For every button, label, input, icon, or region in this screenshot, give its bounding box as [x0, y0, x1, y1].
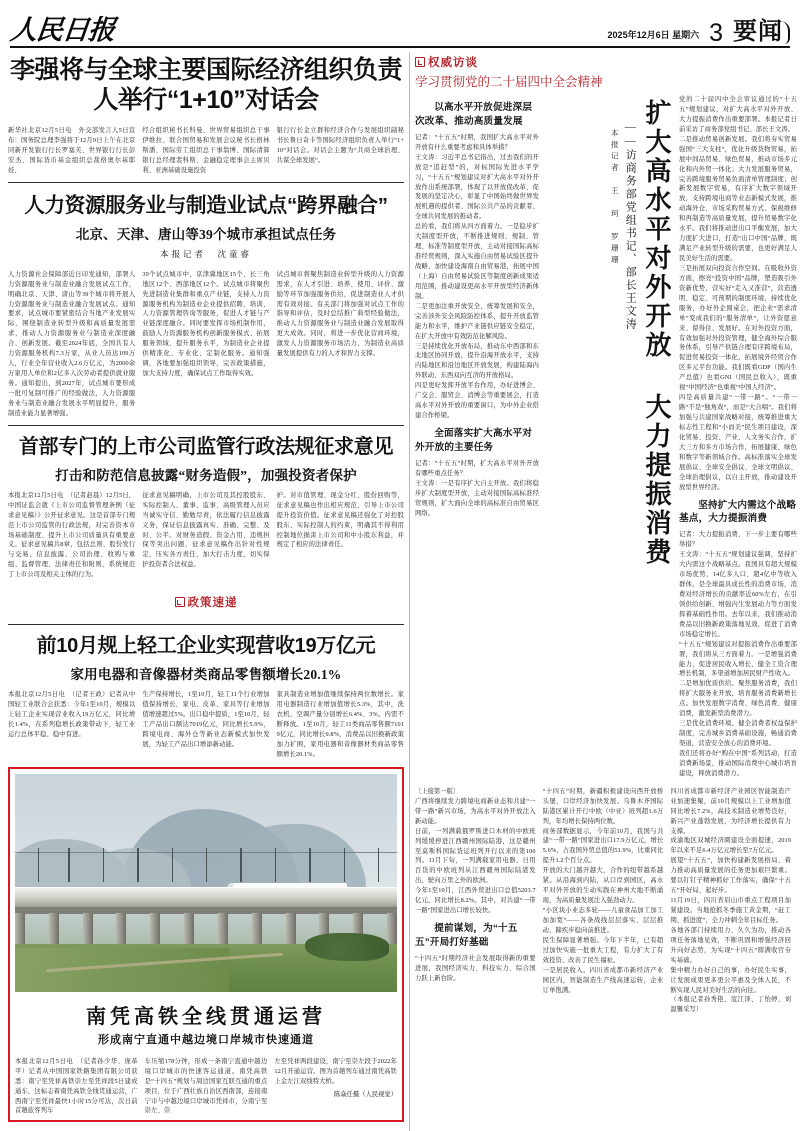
interview-vertical-subtitle: ——访商务部党组书记、部长王文涛	[624, 121, 637, 331]
interview-intro: 党的二十届四中全会审议通过的“十五五”规划建议，对扩大高水平对外开放、大力提振消费作出重要部署。本报记者日前采访了商务部党组书记、部长王文涛。	[679, 96, 797, 133]
section4-p3: 民生保障显著增强。今年下半年，已有超过加快实施一批重大工程，有力扩大了有效投资、改善了民生福祉。	[542, 936, 664, 964]
subtitle-article2: 北京、天津、唐山等39个城市承担试点任务	[75, 226, 337, 242]
continuation-marker: 〔上接第一版〕	[415, 787, 460, 795]
interview-theme: 学习贯彻党的二十届四中全会精神	[415, 75, 603, 89]
interview-section3-p5: 我们还将办好“购在中国”系列活动，打造消费新场景，推动国际消费中心城市培育建设，释放消费潜力。	[679, 749, 797, 777]
column-divider	[409, 52, 410, 1131]
article3-columns	[8, 486, 404, 580]
section4-p7: 展望“十五五”，加快构建新发展格局、着力推动高质量发展的任务更加艰巨繁重。要以钉钉子精神抓好工作落实，确保“十五五”开好局、起好步。	[670, 857, 792, 895]
bookmark-icon	[175, 597, 185, 607]
section4-p1: “十四五”时期经济社会发展取得新的重要进展，我国经济实力、科技实力、综合国力跃上新台阶。	[415, 954, 536, 982]
interview-badge	[415, 54, 478, 70]
article2-col1: 人力资源社会保障部近日印发通知，部署人力资源服务业与制造业融合发展试点工作，明确北京、天津、唐山等39个城市将开展人力资源服务业与制造业融合发展试点。通知要求，试点城市要紧密结合当地产业发展实际，围绕制造业转型升级和高质量发展需求，推动人力资源服务业与制造业深度融合、创新发展。截至2024年底，全国共有人力资源服务机构7.3万家，从业人员达109万人，行业全年营业收入2.6万亿元，为2000余万家用人单位和2亿多人次劳动者提供就业服务。通知提出，到2027年，试点城市要形成一批可复制可推广的经验做法，人力资源服务业与制造业融合发展水平明显提升，服务制造业能力显著增强。	[8, 270, 136, 417]
interview-section1-head: 以高水平开放促进深层次改革、推动高质量发展	[415, 102, 533, 127]
subtitle-article4: 家用电器和音像器材类商品零售额增长20.1%	[70, 667, 342, 683]
article1-col3: 银行行长金立群和经济合作与发展组织副秘书长鲁日奇卡等国际经济组织负责人举行“1+10”对话会。对话会主题为“共商全球治理、共谋全球发展”。	[276, 127, 404, 164]
article2-col3: 试点城市将聚焦制造业转型升级的人力资源需求，在人才引进、培养、使用、评价、激励等环节加强服务供给，促进制造业人才供需有效对接。有关部门将加强对试点工作的指导和评估，及时总结推广典型经验做法，推动人力资源服务业与制造业融合发展取得更大成效。同时，将进一步优化营商环境，激发人力资源服务市场活力，为制造业高质量发展提供有力的人才和智力支撑。	[276, 270, 404, 358]
interview-section2-p3: 三是拓展双向投资合作空间。在吸收外资方面，擦亮“投资中国”品牌，塑造吸引外资新优势，营实好“走入又准营”，营造透明、稳定、可预期的制度环境，持续优化服务，办好外企圆桌会，把企业“需求清单”变成我们的“服务清单”，让外资愿意来、留得住、发展好。在对外投资方面，有效加强对外投资管理，健全海外综合服务体系，引导产供链合理有序跨境布局，促进贸易投资一体化，拓展境外经贸合作区多元平台功能。我们既看GDP（国内生产总值）也看GNI（国民总收入），既重视“中国经济”也重视“中国人经济”。	[679, 264, 797, 392]
photo-bridge-deck	[15, 887, 397, 907]
section4-p4: 一是居民收入。四川省成都市新经济产业园区内，智能制造生产线高速运转，企业订单饱满。	[542, 966, 664, 994]
interview-section2-head: 全面落实扩大高水平对外开放的主要任务	[415, 428, 533, 453]
photo-col1: 本报北京12月5日电 （记者孙少华、庞革平）记者从中国国家铁路集团有限公司获悉：南宁至凭祥高铁崇左至凭祥段5日建成通车，这标志着南凭高铁全线贯通运营，广西南宁至凭祥最快1小时15分可达，次日前首趟旅客列车	[15, 1057, 138, 1115]
interview-vertical-title: 扩大高水平对外开放 大力提振消费	[642, 99, 672, 567]
continuation-p5: 商务部数据显示，今年前10月，我国与共建“一带一路”国家进出口17.9万亿元，增长5.6%，占我国外贸总值的51.9%，比重同比提升1.2个百分点。	[542, 827, 664, 865]
section4-p9: 各地各部门持续用力、久久为功，推动各项任务落地见效，不断巩固和增强经济回升向好态势，为实现“十四五”圆满收官夯实基础。	[670, 926, 792, 964]
photo-pole	[38, 848, 39, 882]
article4-columns	[8, 685, 404, 760]
interview-vertical-byline: 本报记者 王 珂 罗珊珊	[610, 129, 620, 267]
photo-pier	[116, 913, 126, 944]
interview-section3-p3: 二是增加优质供给。聚焦服务消费，我们将扩大服务业开放，培育服务消费新增长点。加快发展数字消费、绿色消费、健康消费，激发新型消费潜力。	[679, 680, 797, 718]
photo-pier	[15, 913, 25, 944]
interview-section1-p3: 二是更加注重开放安全，统筹发展和安全，完善涉外安全风险防控体系，提升开放监管能力和水平，维护产业链供应链安全稳定，在扩大开放中有效防范化解风险。	[415, 302, 539, 340]
interview-section3-p2: “十五五”规划建议对提振消费作出重要部署，我们将从三方面着力。一是增强消费能力，促进居民收入增长，健全工资合理增长机制，多渠道增加居民财产性收入。	[679, 640, 797, 678]
article3-col3: 护。对市值管理、现金分红、股份回购等，征求意见稿也作出相应规范，引导上市公司提升投资价值。征求意见稿还强化了对控股股东、实际控制人的约束，明确其不得利用控制地位损害上市公司和中小股东利益，并规定了相应的法律责任。	[276, 491, 404, 549]
article-light-industry-revenue	[8, 625, 404, 760]
page-number: 3	[709, 18, 723, 47]
photo-pier	[150, 913, 160, 944]
photo-high-speed-rail	[15, 774, 397, 992]
article4-col1: 本报北京12月5日电 （记者王政）记者从中国轻工业联合会获悉：今年1至10月，规模以上轻工企业实现营业收入19万亿元，同比增长1.4%，在系列稳增长政策带动下，轻工业运行总体平稳、稳中有进。	[8, 691, 136, 738]
interview-section1-p4: 三是持续优化开放布局，推动东中西部和东北地区协同开放，提升沿海开放水平，支持内陆地区和沿边地区开放发展，构建陆海内外联动、东西双向互济的开放格局。	[415, 342, 539, 380]
interview-section2-p2: 二是推动贸易创新发展。我们将夯实贸易强国“三大支柱”，优化升级货物贸易，拓展中间品贸易、绿色贸易，推动市场多元化和内外贸一体化；大力发展服务贸易，完善跨境服务贸易负面清单管理制度；创新发展数字贸易，有序扩大数字领域开放，支持跨境电商等业态新模式发展，推动海外仓、市场采购贸易方式、保税维修和再制造等高质量发展，提升贸易数字化水平。我们将推动进出口平衡发展，加大力度扩大进口，打造“出口中国”品牌，既满足产业转型升级的需要，也更好满足人民美好生活的需要。	[679, 135, 797, 262]
vertical-headline-block	[546, 95, 672, 567]
article2-columns	[8, 265, 404, 419]
article4-col3: 家具制造业增加值继续保持两位数增长。家用电器制造行业增加值增长5.3%，其中，洗衣机、空调产量分别增长6.4%、3%。内需不断释放。1至10月，轻工11类商品零售额71019亿元，同比增长9.8%，消费品以旧换新政策加力扩围，家用电器和音像器材类商品零售额增长20.1%。	[276, 691, 404, 758]
section4-p8: 11月19日，四川省眉山市重点工程项目加紧建设。当地抢抓冬季施工黄金期，“赶工期、抓进度”，全力冲刺全年目标任务。	[670, 897, 792, 924]
continuation-p6: 开放的大门越开越大，合作的纽带越系越紧。从沿海到内陆，从口岸到园区，高水平对外开放的生动实践在神州大地不断涌现，为高质量发展注入强劲动力。	[542, 867, 664, 905]
photo-pier	[184, 913, 194, 944]
photo-subheadline: 形成南宁直通中越边境口岸城市快速通道	[98, 1033, 314, 1046]
photo-pole	[240, 848, 241, 882]
article-listed-company-regulation	[8, 426, 404, 618]
continuation-p1: 广西将继续发力跨境电商新业态和共建“一带一路”新兴市场，为高水平对外开放注入新动能。	[415, 797, 536, 825]
article-li-qiang-dialogue	[8, 48, 404, 176]
newspaper-logo: 人民日报	[8, 15, 116, 45]
headline-article3: 首部专门的上市公司监管行政法规征求意见	[18, 435, 394, 458]
headline-article2: 人力资源服务业与制造业试点“跨界融合”	[24, 193, 388, 217]
section4-head: 提前谋划，为“十五五”开局打好基础	[415, 923, 518, 948]
photo-pier	[252, 913, 262, 944]
interview-section3-p4: 三是优化消费环境。健全消费者权益保护制度，完善城乡消费基础设施，畅通消费渠道，营造安全放心的消费环境。	[679, 720, 797, 747]
interview-badge-label: 权威访谈	[428, 57, 478, 69]
photo-bush	[305, 933, 389, 961]
left-column	[8, 48, 404, 1131]
subtitle-article3: 打击和防范信息披露“财务造假”，加强投资者保护	[55, 467, 357, 483]
photo-pole	[206, 848, 207, 882]
continuation-p2: 日前，一列满载俄罗斯进口木材的中欧班列缓缓停进江西赣州国际陆港，这是赣州至莫斯科国际货运班列开行以来的第100列。11月下旬，一列满载家用电器、日用百货的中欧班列从江西赣州国际陆港发出，驶向万里之外的欧洲。	[415, 827, 536, 885]
policy-badge	[175, 594, 238, 610]
interview-section3-p1: 王文涛：“十五五”规划建议强调，坚持扩大内需这个战略基点。我国具有超大规模市场优势，14亿多人口、超4亿中等收入群体，是全球最具成长性的消费市场，消费对经济增长的贡献率近60%左右，在引领供给创新、增强内生发展动力等方面发挥着基础性作用。去年以来，我们推动消费品以旧换新政策落地见效，促进了消费市场稳定增长。	[679, 551, 797, 638]
section4-p10: 集中精力办好自己的事，办好民生实事，让发展成果更多更公平惠及全体人民，不断实现人民对美好生活的向往。	[670, 966, 792, 994]
article2-col2: 39个试点城市中，京津冀地区15个、长三角地区12个、西部地区12个。试点城市将聚焦先进制造业集群和重点产业链，支持人力资源服务机构为制造业企业提供招聘、培训、人力资源管理咨询等服务，促进人才链与产业链深度融合。同时要发挥市场机制作用，鼓励人力资源服务机构创新服务模式、拓展服务领域、提升服务水平，为制造业企业提供精准化、专业化、定制化服务。通知强调，各地要加强组织领导，完善政策措施，加大支持力度，确保试点工作取得实效。	[142, 270, 270, 378]
photo-pole	[378, 848, 379, 882]
policy-badge-wrap	[8, 580, 404, 618]
photo-pier	[83, 913, 93, 944]
continuation-block	[415, 779, 791, 1016]
article-hr-manufacturing	[8, 183, 404, 419]
page-body	[0, 48, 800, 1131]
issue-date: 2025年12月6日 星期六	[607, 30, 700, 40]
interview-section3-head: 坚持扩大内需这个战略基点，大力提振消费	[679, 499, 797, 525]
right-column	[415, 48, 797, 1131]
photo-pier	[286, 913, 296, 944]
masthead	[0, 0, 800, 46]
photo-pier	[49, 913, 59, 944]
interview-section1-q: 记者：“十五五”时期，我国扩大高水平对外开放有什么重要考虑和具体举措？	[415, 133, 539, 151]
photo-col3: 左至凭祥两段建设，南宁至崇左段于2022年12月开通运营。图为首趟列车通过南凭高铁上金左江双线特大桥。	[274, 1057, 398, 1085]
photo-pole	[172, 848, 173, 882]
section-name: 要闻	[733, 21, 790, 44]
interview-section2-p4: 四是高质量共建“一带一路”。“一带一路”不是“独角戏”，而是“大合唱”。我们将加强与共建国家战略对接，统筹推进重大标志性工程和“小而美”民生项目建设，深化贸易、投资、产业、人文务实合作，扩大三方和多方市场合作，拓展健康、绿色和数字等新领域合作。高标准落实全球发展倡议、全球安全倡议、全球文明倡议、全球治理倡议，以自主开放，推动建设开放型世界经济。	[679, 394, 797, 491]
interview-section2-p1: 王文涛：一是有序扩大自主开放。我们将稳步扩大制度型开放，主动对接国际高标准经贸规则，扩大面向全球的高标准自由贸易区网络。	[415, 479, 539, 517]
masthead-meta	[607, 18, 790, 47]
article4-col2: 生产保持增长，1至10月，轻工11个行业增加值保持增长，家电、皮革、家具等行业增加值增速超过5%。出口稳中提质，1至10月，轻工产品出口额达7019亿元，同比增长5.9%，跨境电商、海外仓等新业态新模式加快发展，为轻工产品出口增添新动能。	[142, 691, 270, 748]
interview-section1-p2: 总的看，我们将从四方面着力。一是稳步扩大制度型开放，不断推进规则、规制、管理、标准等制度型开放，主动对接国际高标准经贸规则，深入实施自由贸易试验区提升战略，加快建设海南自由贸易港，拓展中国（上海）自由贸易试验区等制度创新成果适用范围，推动建设更高水平开放型经济新体制。	[415, 223, 539, 300]
photo-pier	[218, 913, 228, 944]
photo-pole	[137, 848, 138, 882]
interview-top-block	[415, 95, 797, 779]
interview-banner	[415, 48, 791, 95]
article1-col1: 新华社北京12月5日电 外交部发言人5日宣布：国务院总理李强将于12月9日上午在北京同新开发银行行长罗塞芙、世界银行行长彭安杰、国际货币基金组织总裁格奥尔基耶娃、	[8, 127, 136, 174]
photo-credit: 陈焱任摄（人民视觉）	[334, 1090, 398, 1098]
photo-col2: 车压缩178分钟，形成一条南宁直通中越边境口岸城市的快速客运通道。南凭高铁是“十四五”规划与周边国家互联互通的重点项目，位于广西壮族自治区西南部，连接南宁市与中越边境口岸城市凭祥市，分南宁至崇左、崇	[144, 1057, 268, 1115]
section4-p5: 四川省成都市新经济产业园区智能制造产业加速集聚，前10月规模以上工业增加值同比增长7.2%，高技术制造业增势良好，新兴产业蓬勃发展，为经济增长提供有力支撑。	[670, 787, 792, 835]
interview-section3-q: 记者：大力提振消费，下一步主要有哪些举措？	[679, 531, 797, 549]
photo-caption-columns	[15, 1052, 397, 1117]
headline-article1: 李强将与全球主要国际经济组织负责人举行“1+10”对话会	[9, 56, 402, 114]
photo-story-box	[8, 767, 404, 1123]
section4-p11: （本报记者孙秀艳、寇江泽、丁怡婷、刘温馨采写）	[670, 996, 792, 1014]
photo-pole	[275, 848, 276, 882]
photo-pole	[344, 848, 345, 882]
headline-article4: 前10月规上轻工企业实现营收19万亿元	[36, 635, 376, 658]
byline-article2: 本报记者 沈童睿	[159, 248, 252, 259]
interview-section1-p1: 王文涛：习近平总书记指出，过去我们的开放是“追赶型”的，对标国际先进水平学习，“十五五”规划建议对扩大高水平对外开放作出系统部署，体现了以开放促改革、促发展的坚定决心，彰显了中国始终做世界发展机遇的提供者、国际公共产品的贡献者、全球共同发展的推动者。	[415, 153, 539, 221]
policy-badge-label: 政策速递	[187, 597, 238, 610]
section4-p2: “小区块小业态多轮——儿童食品加工加工加加宽”——各条战线层层落实、层层推动，蹄疾步稳向前推进。	[542, 907, 664, 934]
photo-pier	[387, 913, 397, 944]
photo-pole	[103, 848, 104, 882]
continuation-p3: 今年1至10月，江西外贸进出口总值5203.7亿元，同比增长8.2%。其中，对共建“一带一路”国家进出口增长较快。	[415, 887, 536, 915]
interview-section1-p5: 四是更好发挥开放平台作用，办好进博会、广交会、服贸会、消博会等重要展会，打造高水平对外开放的重要窗口，为中外企业搭建合作桥梁。	[415, 382, 539, 420]
photo-pole	[309, 848, 310, 882]
continuation-p4: “十四五”时期，新疆积极建设向西开放桥头堡，口岸经济加快发展。乌鲁木齐国际陆港区累计开行中欧（中亚）班列超1.6万列，年均增长保持两位数。	[542, 787, 664, 825]
section4-p6: 成渝地区双城经济圈建设全面提速，2019年以来不足6.4万亿元增长至7万亿元。	[670, 837, 792, 855]
article3-col2: 征求意见稿明确，上市公司及其控股股东、实际控制人、董事、监事、高级管理人员应当诚实守信、勤勉尽责，依法履行信息披露义务，保证信息披露真实、准确、完整、及时、公平。对财务造假、资金占用、违规担保等突出问题，征求意见稿作出针对性规定，压实各方责任，加大打击力度，切实保护投资者合法权益。	[142, 491, 270, 569]
bookmark-icon	[415, 57, 425, 67]
interview-section2-q: 记者：“十五五”时期，扩大高水平对外开放有哪些重点任务？	[415, 459, 539, 477]
article1-col2: 经合组织秘书长科曼、世界贸易组织总干事伊维拉、联合国贸易和发展会议秘书长格林斯潘、国际劳工组织总干事翁博、国际清算银行总经理裴科斯、金融稳定理事会主席贝利、亚洲基础设施投资	[142, 127, 270, 174]
photo-pole	[68, 848, 69, 882]
article1-columns	[8, 121, 404, 176]
photo-headline: 南凭高铁全线贯通运营	[86, 1005, 326, 1028]
article3-col1: 本报北京12月5日电 （记者赵晨）12月5日，中国证监会就《上市公司监督管理条例（征求意见稿）》公开征求意见。这是首部专门规范上市公司监管的行政法规，对完善资本市场基础制度、提升上市公司质量具有重要意义。征求意见稿共8章，包括总则、股份发行与交易、信息披露、公司治理、收购与重组、监督管理、法律责任和附则，系统规范了上市公司及相关主体的行为。	[8, 491, 136, 579]
